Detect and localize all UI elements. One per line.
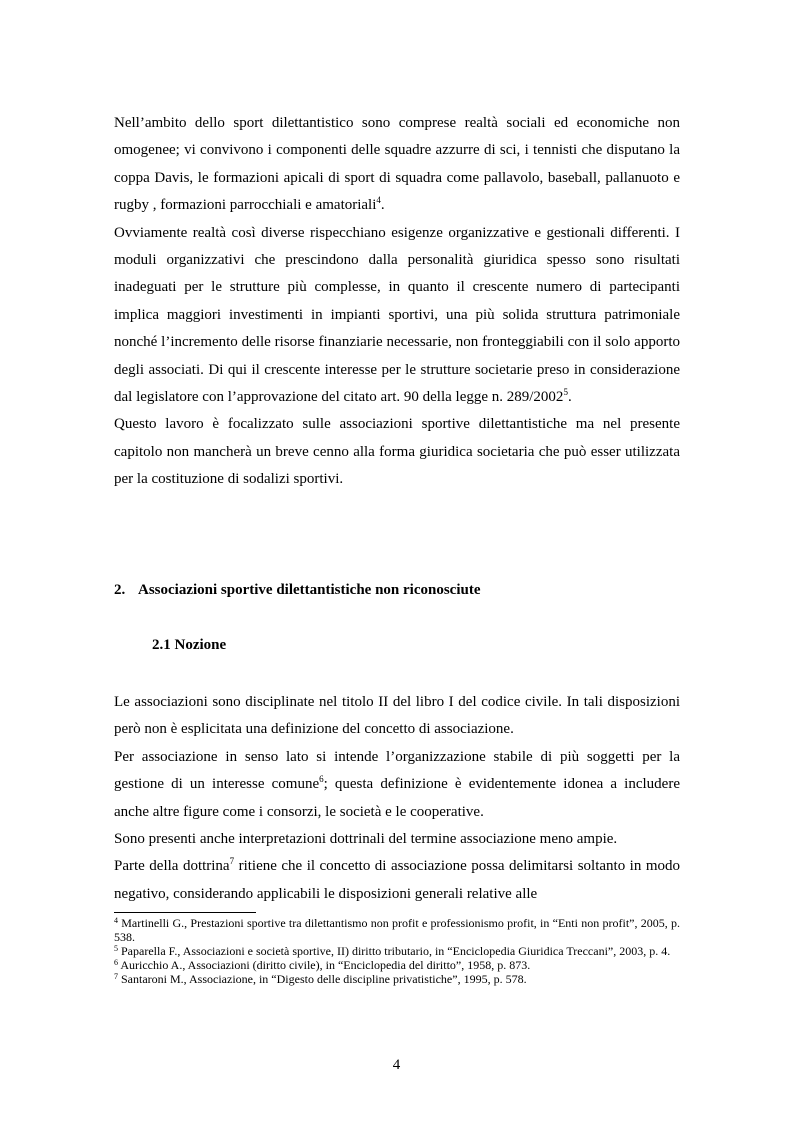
- section-heading: [114, 582, 480, 599]
- footnote: $^5$ Paparella F., Associazioni e società sportive, II) diritto tributario, in “Enciclopedia Giuridica Treccani”, 2003, p. 4.: [114, 944, 671, 958]
- footnote-mark: 7: [114, 972, 118, 981]
- paragraph: Parte della dottrina$^7$ ritiene che il concetto di associazione possa delimitarsi soltanto in modo negativo, considerando applicabili le disposizioni generali relative alle: [114, 856, 680, 902]
- paragraph: Per associazione in senso lato si intende l’organizzazione stabile di più soggetti per la gestione di un interesse comune$^6$; questa definizione è evidentemente idonea a includere anche altre figure come i consorzi, le società e le cooperative.: [114, 748, 680, 820]
- footnote-mark: 4: [114, 916, 118, 925]
- footnote: $^4$ Martinelli G., Prestazioni sportive tra dilettantismo non profit e professionismo profit, in “Enti non profit”, 2005, p. 538.: [114, 916, 680, 944]
- paragraph: Sono presenti anche interpretazioni dottrinali del termine associazione meno ampie.: [114, 831, 618, 848]
- body-text-top: [114, 110, 680, 494]
- paragraph: Questo lavoro è focalizzato sulle associazioni sportive dilettantistiche ma nel presente capitolo non mancherà un breve cenno alla forma giuridica societaria che può esser utilizzata per la costituzione di sodalizi sportivi.: [114, 416, 680, 488]
- footnote-ref[interactable]: 5: [563, 387, 568, 398]
- page-number: 4: [392, 1057, 401, 1073]
- footnote: $^7$ Santaroni M., Associazione, in “Digesto delle discipline privatistiche”, 1995, p. 578.: [114, 972, 527, 986]
- body-text-bottom: [114, 689, 680, 908]
- section-number: 2.: [114, 582, 126, 598]
- footnote-divider: [114, 912, 256, 913]
- section-title: Associazioni sportive dilettantistiche non riconosciute: [138, 582, 481, 598]
- subsection-heading: 2.1 Nozione: [152, 637, 227, 653]
- paragraph: Nell’ambito dello sport dilettantistico sono comprese realtà sociali ed economiche non omogenee; vi convivono i componenti delle squadre azzurre di sci, i tennisti che disputano la coppa Davis, le formazioni apicali di sport di squadra come pallavolo, baseball, pallanuoto e rugby , formazioni parrocchiali e amatoriali$^4$.: [114, 115, 680, 214]
- paragraph: Le associazioni sono disciplinate nel titolo II del libro I del codice civile. In tali disposizioni però non è esplicitata una definizione del concetto di associazione.: [114, 694, 680, 738]
- footnote-ref[interactable]: 6: [319, 774, 324, 785]
- footnote-mark: 6: [114, 958, 118, 967]
- footnote-ref[interactable]: 7: [229, 856, 235, 867]
- footnotes: [114, 916, 680, 986]
- footnote-mark: 5: [114, 944, 118, 953]
- paragraph: Ovviamente realtà così diverse rispecchiano esigenze organizzative e gestionali differenti. I moduli organizzativi che prescindono dalla personalità giuridica spesso sono risultati inadeguati per le strutture più complesse, in quanto il crescente numero di partecipanti implica maggiori investimenti in impianti sportivi, una più solida struttura patrimoniale nonché l’incremento delle risorse finanziarie necessarie, non fronteggiabili con il solo apporto degli associati. Di qui il crescente interesse per le strutture societarie preso in considerazione dal legislatore con l’approvazione del citato art. 90 della legge n. 289/2002$^5$.: [114, 224, 680, 406]
- footnote: $^6$ Auricchio A., Associazioni (diritto civile), in “Enciclopedia del diritto”, 1958, p. 873.: [114, 958, 531, 972]
- footnote-ref[interactable]: 4: [376, 195, 381, 206]
